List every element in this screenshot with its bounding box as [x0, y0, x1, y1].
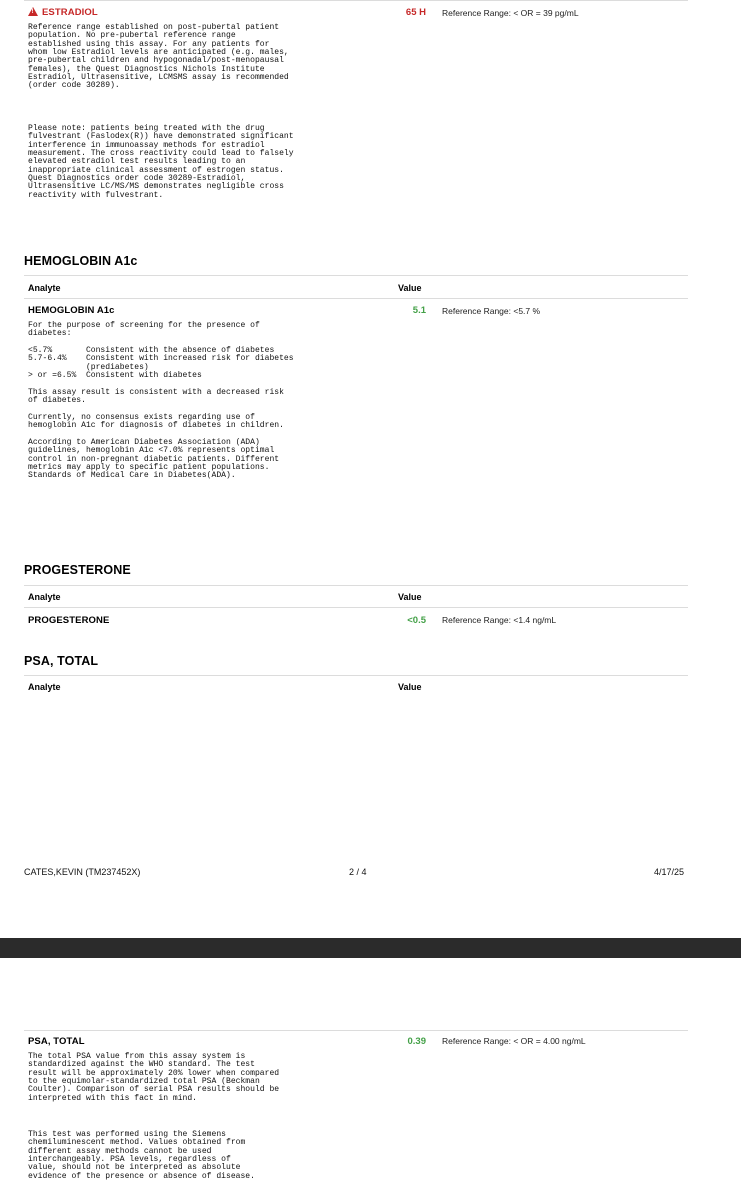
psa-section-title: PSA, TOTAL	[24, 654, 99, 668]
estradiol-value: 65 H	[405, 7, 426, 18]
divider	[24, 298, 688, 299]
progesterone-reference-range: Reference Range: <1.4 ng/mL	[442, 615, 557, 625]
divider	[24, 275, 688, 276]
divider	[24, 0, 688, 1]
estradiol-name: ESTRADIOL	[42, 7, 98, 18]
footer-date: 4/17/25	[654, 867, 685, 877]
divider	[24, 1030, 688, 1031]
progesterone-name: PROGESTERONE	[28, 615, 110, 626]
psa-value: 0.39	[407, 1036, 426, 1047]
analyte-column-header: Analyte	[28, 682, 61, 692]
psa-note-2: This test was performed using the Siemens chemiluminescent method. Values obtained from different assay methods cannot be used interchangeably. PSA levels, regardless of value, should not be interpreted as absolute evidence of the presence or absence of disease.	[28, 1130, 255, 1181]
psa-reference-range: Reference Range: < OR = 4.00 ng/mL	[442, 1036, 586, 1046]
hba1c-name: HEMOGLOBIN A1c	[28, 305, 115, 316]
divider	[24, 675, 688, 676]
report-page-2	[0, 958, 741, 1203]
hba1c-reference-range: Reference Range: <5.7 %	[442, 306, 541, 316]
estradiol-reference-range: Reference Range: < OR = 39 pg/mL	[442, 8, 579, 18]
estradiol-note-1: Reference range established on post-pubertal patient population. No pre-pubertal reference range established using this assay. For any patients for whom low Estradiol levels are anticipated (e.g. males, pre-pubertal children and hypogonadal/post-menopausal females), the Quest Diagnostics Nichols Institute Estradiol, Ultrasensitive, LCMSMS assay is recommended (order code 30289).	[28, 23, 289, 91]
footer-patient: CATES,KEVIN (TM237452X)	[24, 867, 141, 877]
progesterone-value: <0.5	[407, 615, 426, 626]
divider	[24, 607, 688, 608]
value-column-header: Value	[398, 283, 422, 293]
footer-page-number: 2 / 4	[349, 867, 367, 877]
analyte-column-header: Analyte	[28, 592, 61, 602]
warning-triangle-icon	[28, 7, 38, 16]
psa-name: PSA, TOTAL	[28, 1036, 85, 1047]
progesterone-section-title: PROGESTERONE	[24, 563, 131, 577]
analyte-column-header: Analyte	[28, 283, 61, 293]
page-separator	[0, 938, 741, 958]
value-column-header: Value	[398, 682, 422, 692]
hba1c-section-title: HEMOGLOBIN A1c	[24, 254, 138, 268]
estradiol-analyte	[28, 7, 98, 18]
hba1c-note: For the purpose of screening for the presence of diabetes: <5.7% Consistent with the absence of diabetes 5.7-6.4% Consistent with increased risk for diabetes (prediabetes) > or =6.5% Consistent with diabetes This assay result is consistent with a decreased risk of diabetes. Currently, no consensus exists regarding use of hemoglobin A1c for diagnosis of diabetes in children. According to American Diabetes Association (ADA) guidelines, hemoglobin A1c <7.0% represents optimal control in non-pregnant diabetic patients. Different metrics may apply to specific patient populations. Standards of Medical Care in Diabetes(ADA).	[28, 321, 294, 481]
estradiol-note-2: Please note: patients being treated with the drug fulvestrant (Faslodex(R)) have demonstrated significant interference in immunoassay methods for estradiol measurement. The cross reactivity could lead to falsely elevated estradiol test results leading to an inappropriate clinical assessment of estrogen status. Quest Diagnostics order code 30289-Estradiol, Ultrasensitive LC/MS/MS demonstrates negligible cross reactivity with fulvestrant.	[28, 124, 294, 200]
hba1c-value: 5.1	[412, 305, 426, 316]
divider	[24, 585, 688, 586]
psa-note-1: The total PSA value from this assay system is standardized against the WHO standard. The test result will be approximately 20% lower when compared to the equimolar-standardized total PSA (Beckman Coulter). Comparison of serial PSA results should be interpreted with this fact in mind.	[28, 1052, 280, 1103]
value-column-header: Value	[398, 592, 422, 602]
